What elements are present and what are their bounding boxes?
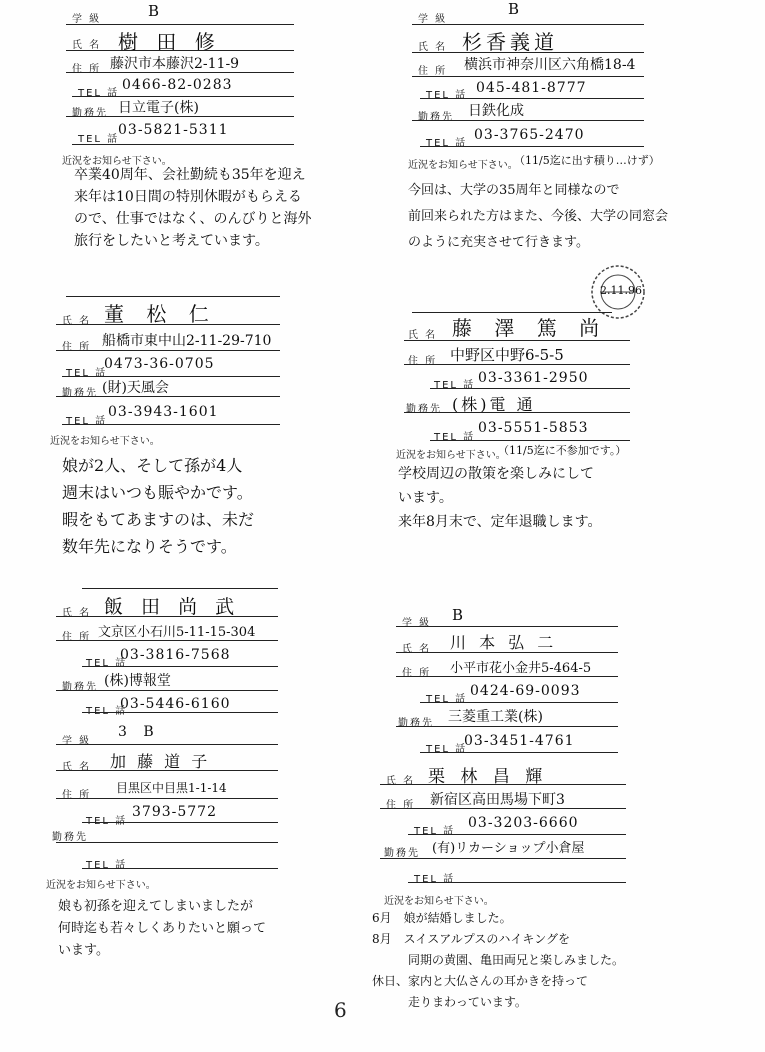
workplace-label: 勤務先: [72, 108, 108, 119]
grade-label: 学 級: [72, 14, 102, 25]
news-line: 今回は、大学の35周年と同様なので: [408, 183, 620, 198]
rule: [56, 324, 280, 325]
rule: [396, 652, 618, 653]
workplace-value: (財)天風会: [102, 380, 169, 396]
phone-label: TEL 話: [66, 368, 108, 379]
phone-value: 045-481-8777: [476, 80, 587, 96]
phone-label: TEL 話: [426, 90, 468, 101]
rule: [66, 24, 294, 25]
news-text: [74, 164, 311, 252]
address-label: 住 所: [72, 64, 102, 75]
work-phone-label: TEL 話: [66, 416, 108, 427]
work-phone-label: TEL 話: [86, 860, 128, 871]
rule: [56, 350, 280, 351]
news-line: 8月 スイスアルプスのハイキングを: [372, 932, 570, 946]
address-value: 横浜市神奈川区六角橋18-4: [464, 57, 636, 73]
rule: [420, 702, 618, 703]
news-line: 前回来られた方はまた、今後、大学の同窓会: [408, 209, 669, 224]
name-value: 加 藤 道 子: [110, 752, 211, 771]
work-phone-label: TEL 話: [426, 138, 468, 149]
phone-value: 0424-69-0093: [470, 683, 581, 699]
news-line: 娘も初孫を迎えてしまいましたが: [58, 899, 254, 914]
workplace-label: 勤務先: [398, 718, 434, 729]
grade-label: 学 級: [418, 14, 448, 25]
news-label: 近況をお知らせ下さい。: [396, 450, 506, 461]
grade-value: B: [148, 2, 160, 20]
news-label: 近況をお知らせ下さい。: [408, 160, 518, 171]
news-line: 同期の黄園、亀田両兄と楽しみました。: [372, 953, 625, 967]
rule: [56, 616, 278, 617]
address-label: 住 所: [408, 356, 438, 367]
news-line: 暇をもてあますのは、未だ: [62, 510, 255, 529]
grade-label: 学 級: [62, 736, 92, 747]
rule: [430, 440, 630, 441]
phone-value: 3793-5772: [132, 804, 217, 820]
work-phone-value: 03-3451-4761: [464, 733, 575, 749]
work-phone-label: TEL 話: [86, 706, 128, 717]
rule: [66, 296, 280, 297]
address-value: 目黒区中目黒1-1-14: [116, 781, 227, 795]
name-value: 董 松 仁: [104, 302, 217, 326]
rule: [82, 588, 278, 589]
workplace-value: (有)リカーショップ小倉屋: [432, 841, 585, 856]
rule: [412, 24, 644, 25]
grade-value: 3 B: [118, 724, 160, 740]
rule: [56, 798, 278, 799]
name-label: 氏 名: [62, 762, 92, 773]
work-phone-value: 03-5446-6160: [120, 696, 231, 712]
rule: [408, 882, 626, 883]
news-suffix: （11/5迄に出す積り…けず）: [514, 154, 660, 167]
rule: [404, 340, 630, 341]
rule: [396, 626, 618, 627]
rule: [412, 120, 644, 121]
address-label: 住 所: [62, 790, 92, 801]
rule: [62, 424, 280, 425]
name-label: 氏 名: [408, 330, 438, 341]
name-value: 栗 林 昌 輝: [428, 767, 548, 787]
rule: [82, 712, 278, 713]
phone-value: 03-3361-2950: [478, 370, 589, 386]
rule: [82, 822, 278, 823]
rule: [396, 676, 618, 677]
rule: [404, 412, 630, 413]
address-label: 住 所: [62, 632, 92, 643]
news-line: 娘が2人、そして孫が4人: [62, 456, 243, 475]
phone-label: TEL 話: [414, 826, 456, 837]
postmark-date: 2.11.96: [600, 284, 642, 297]
work-phone-value: 03-3943-1601: [108, 404, 219, 420]
name-label: 氏 名: [72, 40, 102, 51]
rule: [82, 868, 278, 869]
news-text: [62, 452, 254, 560]
workplace-value: (株)電 通: [452, 395, 536, 414]
name-value: 川 本 弘 二: [450, 633, 558, 652]
rule: [396, 726, 618, 727]
news-text: [398, 462, 602, 534]
news-line: 来年は10日間の特別休暇がもらえる: [74, 189, 302, 205]
address-value: 新宿区高田馬場下町3: [430, 792, 565, 808]
news-text: [372, 908, 624, 1013]
news-label: 近況をお知らせ下さい。: [50, 436, 160, 447]
news-line: 卒業40周年、会社勤続も35年を迎え: [74, 167, 306, 183]
rule: [404, 364, 630, 365]
address-label: 住 所: [62, 342, 92, 353]
name-label: 氏 名: [62, 316, 92, 327]
news-text: [58, 896, 266, 962]
rule: [56, 640, 278, 641]
rule: [420, 752, 618, 753]
news-line: 旅行をしたいと考えています。: [74, 233, 269, 249]
rule: [62, 376, 280, 377]
address-value: 中野区中野6-5-5: [450, 346, 564, 364]
phone-label: TEL 話: [434, 380, 476, 391]
news-line: 数年先になりそうです。: [62, 537, 237, 556]
work-phone-label: TEL 話: [434, 432, 476, 443]
phone-value: 03-3816-7568: [120, 647, 231, 663]
news-line: います。: [398, 490, 453, 506]
rule: [56, 842, 278, 843]
phone-value: 0473-36-0705: [104, 356, 215, 372]
news-line: のように充実させて行きます。: [408, 235, 589, 250]
rule: [380, 858, 626, 859]
rule: [66, 72, 294, 73]
news-label: 近況をお知らせ下さい。: [46, 880, 156, 891]
rule: [72, 144, 294, 145]
rule: [56, 396, 280, 397]
rule: [66, 116, 294, 117]
rule: [380, 808, 626, 809]
phone-label: TEL 話: [78, 88, 120, 99]
phone-value: 0466-82-0283: [122, 77, 233, 93]
grade-value: B: [452, 606, 464, 624]
rule: [420, 146, 644, 147]
workplace-value: 日立電子(株): [118, 100, 199, 116]
work-phone-label: TEL 話: [78, 134, 120, 145]
address-value: 船橋市東中山2-11-29-710: [102, 333, 272, 349]
name-value: 藤 澤 篤 尚: [452, 316, 608, 340]
name-label: 氏 名: [386, 776, 416, 787]
news-line: 6月 娘が結婚しました。: [372, 911, 512, 925]
news-line: 何時迄も若々しくありたいと願って: [58, 921, 267, 936]
phone-label: TEL 話: [86, 658, 128, 669]
work-phone-value: 03-5551-5853: [478, 420, 589, 436]
phone-value: 03-3203-6660: [468, 815, 579, 831]
address-value: 文京区小石川5-11-15-304: [98, 625, 256, 640]
workplace-label: 勤務先: [406, 404, 442, 415]
workplace-label: 勤務先: [62, 388, 98, 399]
phone-label: TEL 話: [86, 816, 128, 827]
rule: [420, 98, 644, 99]
work-phone-label: TEL 話: [414, 874, 456, 885]
news-suffix: （11/5迄に不参加です。）: [498, 444, 627, 457]
news-label: 近況をお知らせ下さい。: [384, 896, 494, 907]
grade-value: B: [508, 0, 520, 18]
grade-label: 学 級: [402, 618, 432, 629]
name-value: 杉香義道: [462, 30, 558, 54]
workplace-label: 勤務先: [384, 848, 420, 859]
work-phone-label: TEL 話: [426, 744, 468, 755]
rule: [56, 690, 278, 691]
workplace-label: 勤務先: [62, 682, 98, 693]
news-line: 休日、家内と大仏さんの耳かきを持って: [372, 974, 589, 988]
rule: [56, 744, 278, 745]
news-line: 来年8月末で、定年退職します。: [398, 514, 602, 530]
address-label: 住 所: [386, 800, 416, 811]
page-number: 6: [334, 998, 347, 1022]
news-line: 走りまわっています。: [372, 995, 527, 1009]
workplace-value: 日鉄化成: [468, 103, 524, 119]
workplace-value: 三菱重工業(株): [448, 709, 543, 725]
address-label: 住 所: [418, 66, 448, 77]
rule: [66, 50, 294, 51]
name-value: 樹 田 修: [118, 30, 221, 54]
news-line: います。: [58, 943, 109, 958]
workplace-value: (株)博報堂: [104, 673, 171, 689]
workplace-label: 勤務先: [418, 112, 454, 123]
news-line: 学校周辺の散策を楽しみにして: [398, 466, 594, 482]
workplace-label: 勤務先: [52, 832, 88, 843]
name-label: 氏 名: [62, 608, 92, 619]
rule: [412, 76, 644, 77]
news-label: 近況をお知らせ下さい。: [62, 156, 172, 167]
rule: [430, 388, 630, 389]
name-value: 飯 田 尚 武: [104, 596, 241, 618]
rule: [56, 770, 278, 771]
news-line: 週末はいつも賑やかです。: [62, 483, 253, 502]
news-line: ので、仕事ではなく、のんびりと海外: [74, 211, 312, 227]
news-text: [408, 178, 668, 256]
rule: [412, 52, 644, 53]
name-label: 氏 名: [402, 644, 432, 655]
address-label: 住 所: [402, 668, 432, 679]
rule: [82, 666, 278, 667]
work-phone-value: 03-5821-5311: [118, 122, 229, 138]
address-value: 藤沢市本藤沢2-11-9: [110, 56, 240, 72]
rule: [408, 834, 626, 835]
work-phone-value: 03-3765-2470: [474, 127, 585, 143]
address-value: 小平市花小金井5-464-5: [450, 661, 592, 676]
rule: [380, 784, 626, 785]
phone-label: TEL 話: [426, 694, 468, 705]
name-label: 氏 名: [418, 42, 448, 53]
